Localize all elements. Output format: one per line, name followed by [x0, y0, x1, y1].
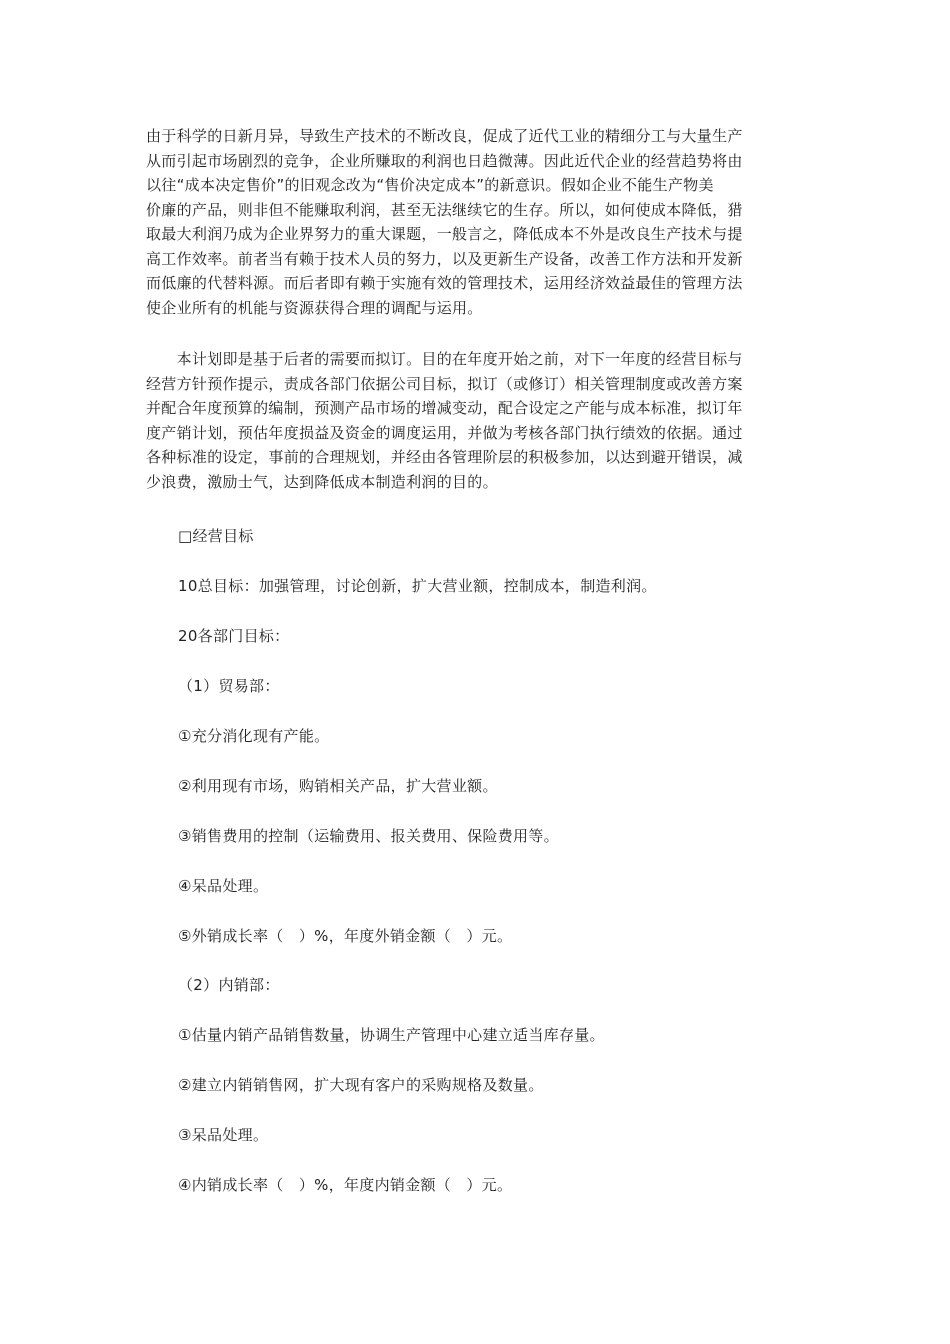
list-item: ①充分消化现有产能。 — [178, 727, 330, 745]
section-heading: □经营目标 — [178, 527, 254, 545]
department-goals-heading: 20各部门目标： — [178, 627, 290, 645]
paragraph-line: 少浪费，激励士气，达到降低成本制造利润的目的。 — [146, 472, 498, 491]
paragraph-line: 本计划即是基于后者的需要而拟订。目的在年度开始之前，对下一年度的经营目标与 — [146, 350, 743, 368]
domestic-sales-heading: （2）内销部： — [178, 976, 280, 994]
paragraph-line: 并配合年度预算的编制，预测产品市场的增减变动，配合设定之产能与成本标准，拟订年 — [146, 399, 743, 417]
paragraph-line: 使企业所有的机能与资源获得合理的调配与运用。 — [146, 298, 483, 317]
list-item: ④内销成长率（ ）%，年度内销金额（ ）元。 — [178, 1176, 513, 1194]
paragraph-line: 而低廉的代替料源。而后者即有赖于实施有效的管理技术，运用经济效益最佳的管理方法 — [146, 274, 743, 292]
list-item: ①估量内销产品销售数量，协调生产管理中心建立适当库存量。 — [178, 1026, 605, 1044]
overall-goal: 10总目标：加强管理，讨论创新，扩大营业额，控制成本，制造利润。 — [178, 577, 657, 595]
paragraph-line: 高工作效率。前者当有赖于技术人员的努力，以及更新生产设备，改善工作方法和开发新 — [146, 249, 743, 268]
trade-dept-heading: （1）贸易部： — [178, 677, 280, 695]
paragraph-line: 以往“成本决定售价”的旧观念改为“售价决定成本”的新意识。假如企业不能生产物美 — [146, 176, 714, 194]
list-item: ⑤外销成长率（ ）%，年度外销金额（ ）元。 — [178, 927, 513, 945]
paragraph-line: 价廉的产品，则非但不能赚取利润，甚至无法继续它的生存。所以，如何使成本降低，猎 — [146, 200, 743, 219]
plan-purpose-paragraph — [146, 347, 826, 494]
list-item: ④呆品处理。 — [178, 877, 269, 895]
list-item: ③销售费用的控制（运输费用、报关费用、保险费用等。 — [178, 827, 559, 845]
paragraph-line: 从而引起市场剧烈的竞争，企业所赚取的利润也日趋微薄。因此近代企业的经营趋势将由 — [146, 151, 743, 170]
paragraph-line: 度产销计划，预估年度损益及资金的调度运用，并做为考核各部门执行绩效的依据。通过 — [146, 423, 743, 442]
intro-paragraph — [146, 124, 826, 320]
list-item: ②建立内销销售网，扩大现有客户的采购规格及数量。 — [178, 1076, 544, 1094]
list-item: ③呆品处理。 — [178, 1126, 269, 1144]
paragraph-line: 由于科学的日新月异，导致生产技术的不断改良，促成了近代工业的精细分工与大量生产 — [146, 127, 743, 145]
list-item: ②利用现有市场，购销相关产品，扩大营业额。 — [178, 777, 498, 795]
paragraph-line: 取最大利润乃成为企业界努力的重大课题，一般言之，降低成本不外是改良生产技术与提 — [146, 225, 743, 243]
paragraph-line: 各种标准的设定，事前的合理规划，并经由各管理阶层的积极参加，以达到避开错误，减 — [146, 448, 743, 466]
paragraph-line: 经营方针预作提示，责成各部门依据公司目标，拟订（或修订）相关管理制度或改善方案 — [146, 374, 743, 393]
